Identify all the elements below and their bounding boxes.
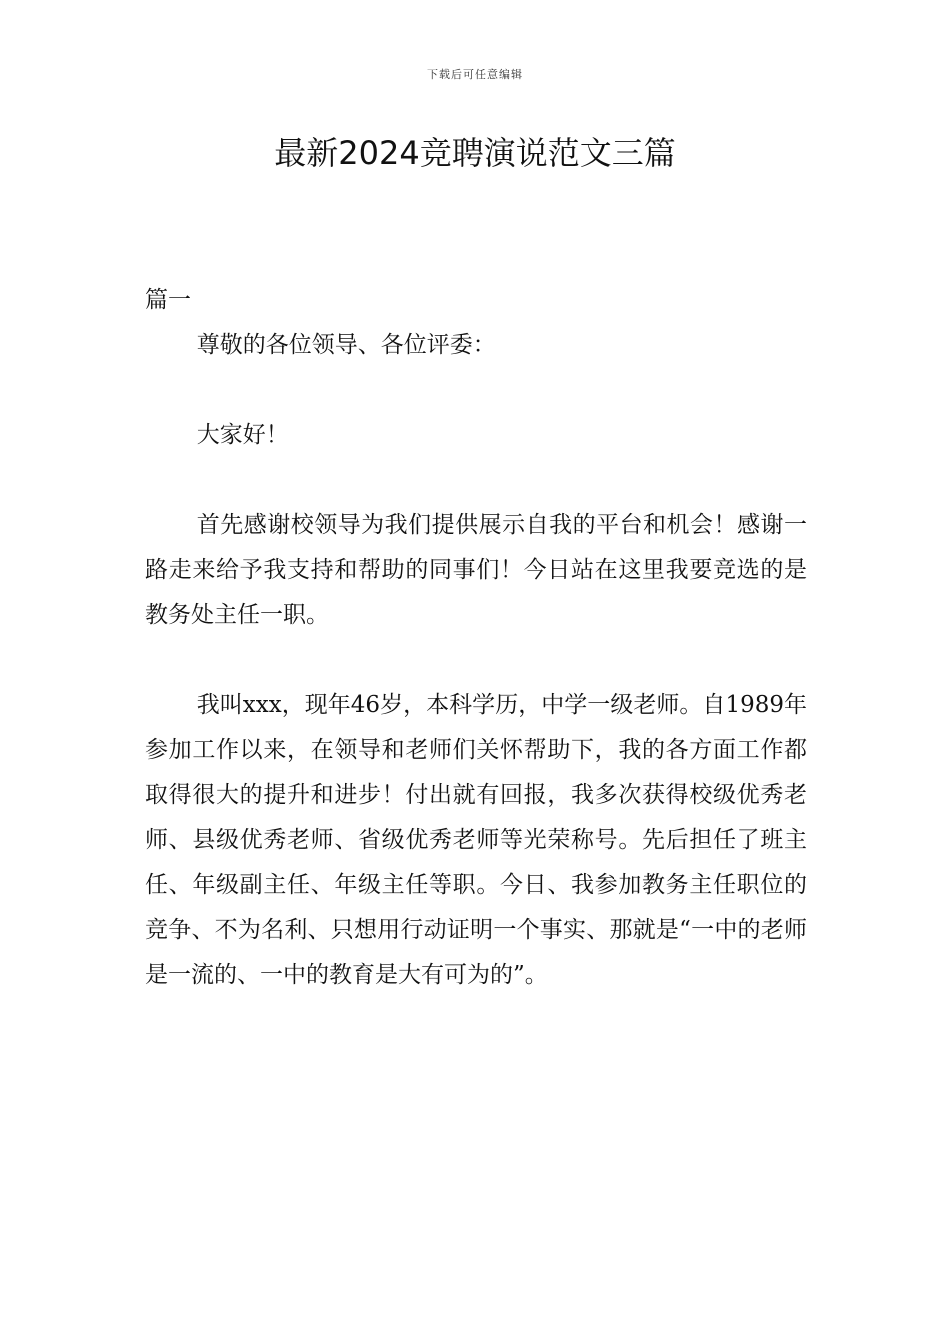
section-label: 篇一	[145, 287, 191, 313]
document-title: 最新2024竞聘演说范文三篇	[274, 134, 676, 172]
header-note: 下载后可任意编辑	[427, 68, 523, 81]
document-body	[145, 278, 807, 998]
paragraph-thanks: 首先感谢校领导为我们提供展示自我的平台和机会！感谢一路走来给予我支持和帮助的同事们！今日站在这里我要竞选的是教务处主任一职。	[145, 512, 807, 628]
paragraph-salutation: 尊敬的各位领导、各位评委：	[196, 332, 496, 358]
paragraph-introduction: 我叫xxx，现年46岁，本科学历，中学一级老师。自1989年参加工作以来，在领导和老师们关怀帮助下，我的各方面工作都取得很大的提升和进步！付出就有回报，我多次获得校级优秀老师、县级优秀老师、省级优秀老师等光荣称号。先后担任了班主任、年级副主任、年级主任等职。今日、我参加教务主任职位的竞争、不为名利、只想用行动证明一个事实、那就是“一中的老师是一流的、一中的教育是大有可为的”。	[145, 692, 807, 988]
paragraph-greeting: 大家好！	[196, 422, 289, 448]
